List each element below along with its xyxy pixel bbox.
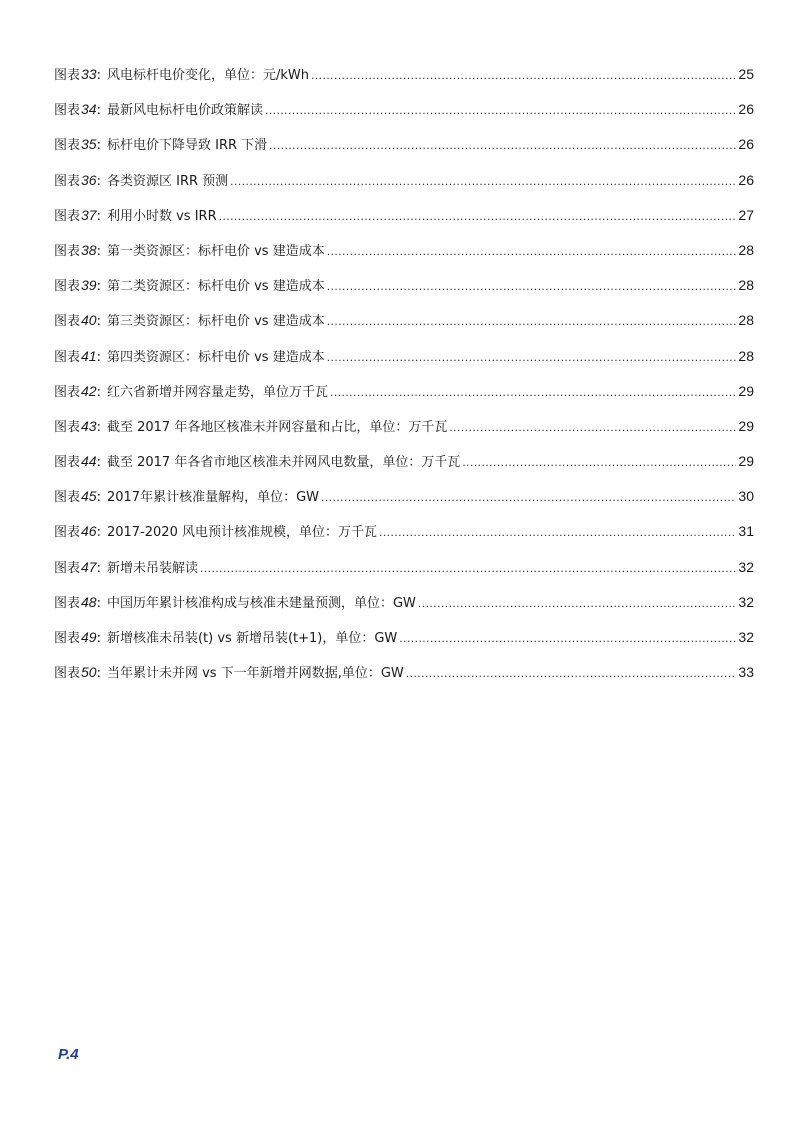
entry-number: 38 [81,241,97,258]
toc-entry[interactable] [54,627,754,662]
entry-title: 当年累计未并网 vs 下一年新增并网数据,单位：GW [106,666,404,682]
entry-prefix: 图表 [54,455,81,471]
entry-title: 标杆电价下降导致 IRR 下滑 [106,138,268,154]
entry-page-number: 26 [738,101,754,118]
entry-title: 风电标杆电价变化，单位：元/kWh [106,68,309,83]
entry-title: 第一类资源区：标杆电价 vs 建造成本 [106,243,325,259]
entry-prefix: 图表 [54,138,81,154]
entry-number: 37 [81,206,97,223]
entry-colon: : [96,208,101,224]
entry-number: 41 [81,347,97,364]
toc-entry[interactable] [54,170,754,205]
entry-colon: : [96,631,101,646]
entry-prefix: 图表 [54,103,81,119]
entry-title: 各类资源区 IRR 预测 [106,173,229,189]
entry-prefix: 图表 [54,208,81,224]
entry-prefix: 图表 [54,349,81,365]
entry-title: 2017年累计核准量解构，单位：GW [106,490,319,506]
entry-page-number: 28 [738,241,754,258]
dot-leader [330,382,736,402]
entry-page-number: 26 [738,171,754,188]
toc-entry[interactable] [54,275,754,310]
toc-entry[interactable] [54,240,754,275]
entry-number: 40 [81,312,97,329]
entry-prefix: 图表 [54,595,81,611]
entry-number: 47 [81,558,97,575]
entry-title: 新增未吊装解读 [106,560,198,576]
entry-colon: : [96,419,101,435]
entry-page-number: 30 [738,488,754,505]
entry-page-number: 28 [738,312,754,329]
entry-title: 新增核准未吊装(t) vs 新增吊装(t+1)，单位：GW [106,631,398,646]
entry-number: 44 [81,453,97,470]
entry-prefix: 图表 [54,279,81,295]
entry-colon: : [96,666,101,682]
entry-prefix: 图表 [54,560,81,576]
toc-entry[interactable] [54,99,754,134]
entry-page-number: 28 [738,347,754,364]
entry-page-number: 29 [738,417,754,434]
dot-leader [399,628,736,648]
dot-leader [200,558,736,578]
entry-colon: : [96,525,101,541]
toc-entry[interactable] [54,134,754,169]
dot-leader [449,417,736,437]
entry-number: 36 [81,171,97,188]
toc-entry[interactable] [54,521,754,556]
toc-entry[interactable] [54,592,754,627]
entry-colon: : [96,595,101,611]
entry-colon: : [96,243,101,259]
entry-title: 截至 2017 年各省市地区核准未并网风电数量，单位：万千瓦 [106,455,461,471]
entry-number: 35 [81,136,97,153]
toc-entry[interactable] [54,310,754,345]
entry-page-number: 29 [738,453,754,470]
entry-number: 33 [81,66,97,82]
entry-number: 39 [81,277,97,294]
entry-colon: : [96,490,101,506]
dot-leader [321,487,736,507]
dot-leader [219,206,737,226]
entry-colon: : [96,279,101,295]
dot-leader [230,171,736,191]
entry-prefix: 图表 [54,525,81,541]
dot-leader [269,135,736,155]
entry-page-number: 27 [738,206,754,223]
entry-colon: : [96,138,101,154]
toc-entry[interactable] [54,64,754,99]
entry-title: 红六省新增并网容量走势，单位万千瓦 [106,384,328,400]
entry-page-number: 26 [738,136,754,153]
entry-title: 截至 2017 年各地区核准未并网容量和占比，单位：万千瓦 [106,419,448,435]
entry-title: 利用小时数 vs IRR [106,208,217,224]
footer-page-number: P.4 [58,1046,79,1063]
entry-prefix: 图表 [54,68,81,83]
table-of-figures [54,64,754,697]
entry-number: 49 [81,629,97,645]
toc-entry[interactable] [54,486,754,521]
entry-number: 43 [81,417,97,434]
entry-number: 46 [81,523,97,540]
entry-prefix: 图表 [54,666,81,682]
entry-number: 45 [81,488,97,505]
toc-entry[interactable] [54,451,754,486]
entry-page-number: 25 [738,66,754,82]
entry-page-number: 32 [738,629,754,645]
entry-page-number: 29 [738,382,754,399]
entry-colon: : [96,560,101,576]
entry-prefix: 图表 [54,419,81,435]
entry-page-number: 33 [738,664,754,681]
entry-title: 第四类资源区：标杆电价 vs 建造成本 [106,349,325,365]
entry-title: 第三类资源区：标杆电价 vs 建造成本 [106,314,325,330]
entry-prefix: 图表 [54,314,81,330]
entry-number: 48 [81,593,97,610]
entry-colon: : [96,349,101,365]
entry-title: 第二类资源区：标杆电价 vs 建造成本 [106,279,325,295]
dot-leader [327,311,737,331]
entry-prefix: 图表 [54,631,81,646]
entry-prefix: 图表 [54,173,81,189]
entry-number: 42 [81,382,97,399]
dot-leader [327,276,737,296]
entry-title: 中国历年累计核准构成与核准未建量预测，单位：GW [106,595,416,611]
dot-leader [327,241,737,261]
toc-entry[interactable] [54,662,754,697]
entry-page-number: 28 [738,277,754,294]
entry-page-number: 31 [738,523,754,540]
entry-colon: : [96,103,101,119]
toc-entry[interactable] [54,346,754,381]
entry-title: 最新风电标杆电价政策解读 [106,103,263,119]
dot-leader [265,100,736,120]
dot-leader [406,663,737,683]
dot-leader [379,522,736,542]
entry-colon: : [96,173,101,189]
entry-number: 50 [81,664,97,681]
entry-prefix: 图表 [54,490,81,506]
entry-page-number: 32 [738,593,754,610]
entry-prefix: 图表 [54,384,81,400]
toc-entry[interactable] [54,557,754,592]
dot-leader [311,65,736,85]
dot-leader [462,452,736,472]
toc-entry[interactable] [54,205,754,240]
entry-colon: : [96,314,101,330]
toc-entry[interactable] [54,381,754,416]
entry-number: 34 [81,101,97,118]
entry-colon: : [96,455,101,471]
dot-leader [418,593,737,613]
entry-title: 2017-2020 风电预计核准规模，单位：万千瓦 [106,525,377,541]
dot-leader [327,347,737,367]
toc-entry[interactable] [54,416,754,451]
entry-page-number: 32 [738,558,754,575]
entry-colon: : [96,68,101,83]
entry-colon: : [96,384,101,400]
entry-prefix: 图表 [54,243,81,259]
